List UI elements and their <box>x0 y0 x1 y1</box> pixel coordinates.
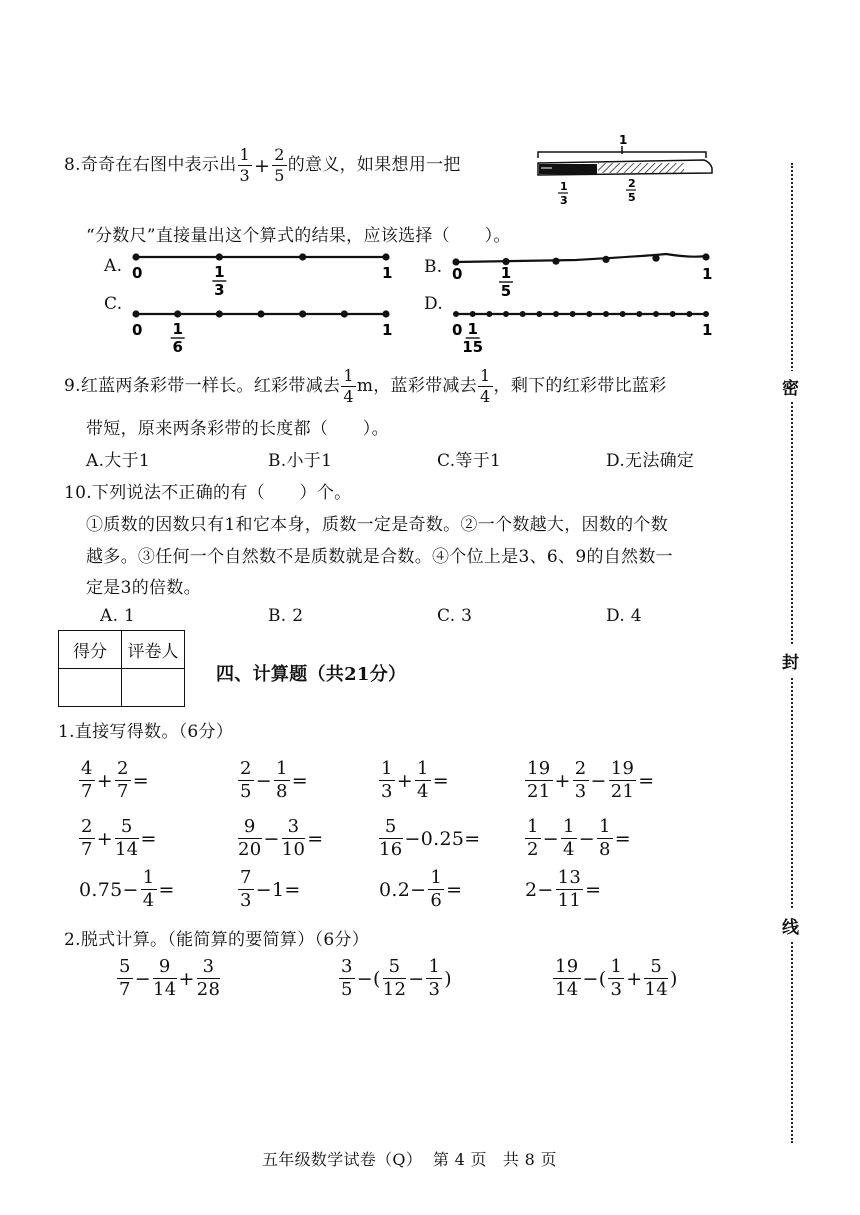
ruler-tick <box>620 311 626 317</box>
ruler-unit-denominator: 3 <box>214 281 225 295</box>
q9-line1 <box>64 368 667 405</box>
ruler-tick <box>299 253 306 260</box>
strip-black-part <box>539 164 597 174</box>
grader-field[interactable] <box>122 669 185 707</box>
q9-text-a: 红蓝两条彩带一样长。红彩带减去 <box>80 376 341 396</box>
ruler-tick <box>686 311 692 317</box>
ruler-tick <box>382 253 389 260</box>
strip-top-label: 1 <box>619 133 628 147</box>
q9-number: 9. <box>64 376 81 396</box>
side-char-mi: 密 <box>782 371 799 402</box>
q10-option-b[interactable]: B. 2 <box>268 606 304 626</box>
ruler-tick <box>216 253 223 260</box>
q8-line1-pre: 奇奇在右图中表示出 <box>80 155 237 175</box>
q8-number: 8. <box>64 155 81 175</box>
q9-option-c[interactable]: C.等于1 <box>437 451 502 471</box>
ruler-end-label: 1 <box>382 321 393 339</box>
part1-title: 1.直接写得数。（6分） <box>58 722 234 742</box>
q9-option-b[interactable]: B.小于1 <box>268 451 333 471</box>
ruler-tick <box>570 311 576 317</box>
calc-3-1: 0.75− $\frac{1}{4}$ = <box>79 867 175 911</box>
step-calc-2: $\frac{3}{5}$ −( $\frac{5}{12}$ − $\frac{1}{3}$ ) <box>341 956 452 1000</box>
calc-1-4: $\frac{19}{21}$ + $\frac{2}{3}$ − $\frac{19}{21}$ = <box>527 758 655 802</box>
svg-text:3: 3 <box>560 194 568 207</box>
ruler-start-label: 0 <box>452 321 463 339</box>
ruler-tick <box>453 311 459 317</box>
side-char-feng: 封 <box>782 645 799 676</box>
calc-2-4: $\frac{1}{2}$ − $\frac{1}{4}$ − $\frac{1}{8}$ = <box>527 816 631 860</box>
ruler-tick <box>652 255 659 262</box>
calc-1-2: $\frac{2}{5}$ − $\frac{1}{8}$ = <box>240 758 308 802</box>
ruler-unit-numerator: 1 <box>214 263 225 281</box>
ruler-graphic <box>132 310 392 352</box>
ruler-end-label: 1 <box>702 265 713 283</box>
page-footer: 五年级数学试卷（Q） 第 4 页 共 8 页 <box>262 1150 557 1169</box>
part2-title: 2.脱式计算。（能简算的要简算）（6分） <box>64 930 370 950</box>
ruler-tick <box>603 311 609 317</box>
q8-line2: “分数尺”直接量出这个算式的结果，应该选择（ ）。 <box>86 226 511 246</box>
q9-fraction-1: $\frac{1}{4}$ <box>343 366 354 406</box>
ruler-unit-numerator: 1 <box>467 320 478 338</box>
ruler-tick <box>703 311 709 317</box>
plus-sign: + <box>254 154 271 177</box>
ruler-graphic <box>452 311 712 356</box>
ruler-unit-denominator: 15 <box>462 338 484 356</box>
ruler-tick <box>216 310 223 317</box>
ruler-tick <box>132 310 139 317</box>
ruler-start-label: 0 <box>452 265 463 283</box>
ruler-unit-denominator: 6 <box>172 338 183 352</box>
calc-3-3: 0.2− $\frac{1}{6}$ = <box>379 867 463 911</box>
ruler-tick <box>553 311 559 317</box>
calc-2-2: $\frac{9}{20}$ − $\frac{3}{10}$ = <box>238 816 324 860</box>
ruler-tick <box>257 310 264 317</box>
ruler-tick <box>602 256 609 263</box>
q9-option-a[interactable]: A.大于1 <box>86 451 150 471</box>
ruler-tick <box>382 310 389 317</box>
score-field[interactable] <box>59 669 122 707</box>
ruler-tick <box>503 311 509 317</box>
ruler-tick <box>132 253 139 260</box>
ruler-c[interactable] <box>124 302 400 352</box>
step-calc-1: $\frac{5}{7}$ − $\frac{9}{14}$ + $\frac{3}{28}$ <box>119 956 221 1000</box>
calc-2-3: $\frac{5}{16}$ −0.25= <box>379 816 481 860</box>
step-calc-3: $\frac{19}{14}$ −( $\frac{1}{3}$ + $\frac{5}{14}$ ) <box>555 956 678 1000</box>
ruler-unit-denominator: 5 <box>500 282 512 300</box>
calc-3-4: 2− $\frac{13}{11}$ = <box>525 867 602 911</box>
ruler-tick <box>586 311 592 317</box>
calc-3-2: $\frac{7}{3}$ −1= <box>240 867 301 911</box>
ruler-end-label: 1 <box>382 264 393 282</box>
ruler-line <box>456 254 706 262</box>
q10-option-a[interactable]: A. 1 <box>100 606 136 626</box>
ruler-tick <box>636 311 642 317</box>
option-a-letter: A. <box>104 256 123 276</box>
ruler-graphic <box>132 253 392 295</box>
ruler-a[interactable] <box>124 245 400 295</box>
svg-text:1: 1 <box>560 180 568 193</box>
ruler-d[interactable] <box>444 302 720 357</box>
ruler-unit-numerator: 1 <box>172 320 183 338</box>
side-char-xian: 线 <box>782 910 799 941</box>
q9-text-b: m，蓝彩带减去 <box>356 376 478 396</box>
q10-statement-line-1: ①质数的因数只有1和它本身，质数一定是奇数。②一个数越大，因数的个数 <box>86 515 669 535</box>
q9-line2: 带短，原来两条彩带的长度都（ ）。 <box>86 419 389 439</box>
ruler-start-label: 0 <box>132 321 143 339</box>
q9-option-d[interactable]: D.无法确定 <box>606 451 695 471</box>
ruler-tick <box>470 311 476 317</box>
calc-1-3: $\frac{1}{3}$ + $\frac{1}{4}$ = <box>381 758 449 802</box>
option-d-letter: D. <box>424 294 444 314</box>
ruler-unit-numerator: 1 <box>500 264 512 282</box>
q9-fraction-2: $\frac{1}{4}$ <box>480 366 491 406</box>
q10-option-d[interactable]: D. 4 <box>606 606 642 626</box>
ruler-tick <box>486 311 492 317</box>
q8-strip-figure <box>530 132 720 207</box>
ruler-start-label: 0 <box>132 264 143 282</box>
ruler-tick <box>702 253 709 260</box>
svg-text:2: 2 <box>628 177 636 190</box>
grader-label: 评卷人 <box>122 631 185 669</box>
section-title: 四、计算题（共21分） <box>216 664 407 685</box>
ruler-tick <box>520 311 526 317</box>
option-b-letter: B. <box>424 257 443 277</box>
calc-2-1: $\frac{2}{7}$ + $\frac{5}{14}$ = <box>81 816 157 860</box>
q8-line1-post: 的意义，如果想用一把 <box>287 155 461 175</box>
option-c-letter: C. <box>104 294 123 314</box>
strip-hatched-part <box>598 163 684 173</box>
q8-fraction-b: $\frac{2}{5}$ <box>274 145 285 185</box>
q10-question: 10.下列说法不正确的有（ ）个。 <box>64 483 352 503</box>
ruler-tick <box>341 310 348 317</box>
ruler-tick <box>670 311 676 317</box>
score-box <box>58 630 185 707</box>
ruler-tick <box>552 258 559 265</box>
calc-1-1: $\frac{4}{7}$ + $\frac{2}{7}$ = <box>81 758 149 802</box>
ruler-graphic <box>452 253 712 300</box>
svg-text:5: 5 <box>628 191 636 204</box>
q8-line1 <box>64 147 461 184</box>
ruler-tick <box>299 310 306 317</box>
ruler-end-label: 1 <box>702 321 713 339</box>
ruler-tick <box>536 311 542 317</box>
q9-text-c: ，剩下的红彩带比蓝彩 <box>493 376 667 396</box>
score-label: 得分 <box>59 631 122 669</box>
ruler-tick <box>653 311 659 317</box>
q10-statement-line-2: 越多。③任何一个自然数不是质数就是合数。④个位上是3、6、9的自然数一 <box>86 547 673 567</box>
ruler-b[interactable] <box>444 246 720 301</box>
q10-option-c[interactable]: C. 3 <box>437 606 473 626</box>
q8-fraction-a: $\frac{1}{3}$ <box>239 145 251 185</box>
q10-statement-line-3: 定是3的倍数。 <box>86 578 201 598</box>
ruler-tick <box>174 310 181 317</box>
